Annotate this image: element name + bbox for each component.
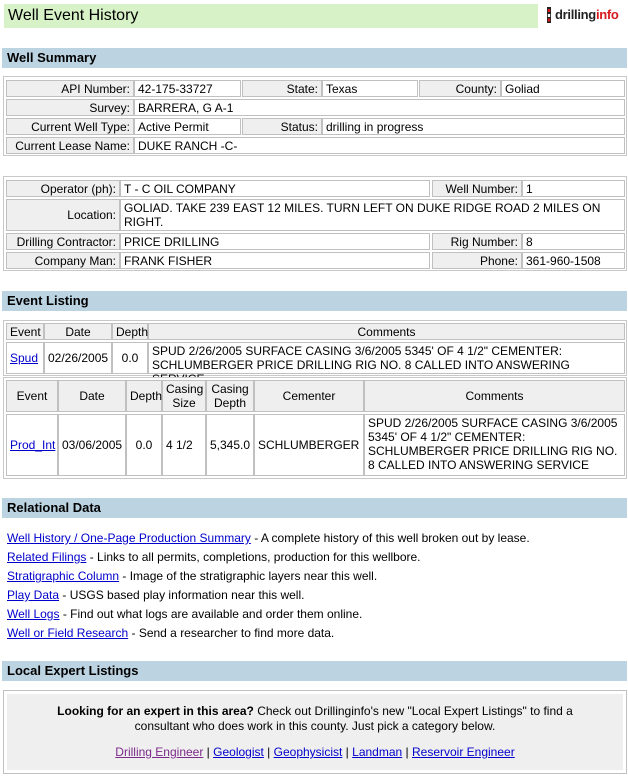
drillinginfo-logo[interactable] [544, 4, 628, 26]
geophysicist-link[interactable]: Geophysicist [273, 745, 343, 759]
api-value: 42-175-33727 [134, 80, 241, 97]
well-logs-link[interactable]: Well Logs [7, 607, 60, 621]
section-header-event-listing: Event Listing [2, 291, 627, 311]
table-cell: SPUD 2/26/2005 SURFACE CASING 3/6/2005 5345' OF 4 1/2" CEMENTER: SCHLUMBERGER PRICE DRILLING RIG NO. 8 CALLED INTO ANSWERING SERVICE [364, 414, 625, 476]
lease-value: DUKE RANCH -C- [134, 137, 625, 154]
event-link-prod-int[interactable]: Prod_Int [10, 438, 56, 452]
rig-number-value: 8 [522, 233, 625, 250]
api-label: API Number: [6, 80, 134, 97]
lease-label: Current Lease Name: [6, 137, 134, 154]
phone-value: 361-960-1508 [522, 252, 625, 269]
table-header: Comments [148, 323, 625, 340]
table-header: Date [44, 323, 112, 340]
company-man-label: Company Man: [6, 252, 120, 269]
table-cell: 5,345.0 [206, 414, 254, 476]
rig-number-label: Rig Number: [432, 233, 522, 250]
landman-link[interactable]: Landman [352, 745, 403, 759]
table-header: Casing Depth [206, 380, 254, 412]
survey-value: BARRERA, G A-1 [134, 99, 625, 116]
table-cell [6, 414, 58, 476]
operator-label: Operator (ph): [6, 180, 120, 197]
status-value: drilling in progress [322, 118, 625, 135]
table-header: Event [6, 380, 58, 412]
title-bar [4, 4, 538, 28]
table-cell: SCHLUMBERGER [254, 414, 364, 476]
table-header: Depth [126, 380, 162, 412]
contractor-label: Drilling Contractor: [6, 233, 120, 250]
related-filings-link[interactable]: Related Filings [7, 550, 87, 564]
operator-panel [3, 176, 627, 271]
list-item: Stratigraphic Column - Image of the stratigraphic layers near this well. [7, 569, 378, 583]
well-type-value: Active Permit [134, 118, 241, 135]
event-table-1 [3, 320, 627, 376]
company-man-value: FRANK FISHER [120, 252, 430, 269]
table-cell: 0.0 [112, 342, 148, 374]
drilling-engineer-link[interactable]: Drilling Engineer [115, 745, 204, 759]
table-header: Date [58, 380, 126, 412]
table-cell: 4 1/2 [162, 414, 206, 476]
location-label: Location: [6, 199, 120, 231]
expert-description: Looking for an expert in this area? Check out Drillinginfo's new "Local Expert Listings" to find a consultant who does work in this county. Just pick a category below. [57, 704, 573, 733]
table-header: Comments [364, 380, 625, 412]
table-header: Event [6, 323, 44, 340]
table-header: Casing Size [162, 380, 206, 412]
survey-label: Survey: [6, 99, 134, 116]
state-value: Texas [322, 80, 418, 97]
field-research-link[interactable]: Well or Field Research [7, 626, 129, 640]
state-label: State: [242, 80, 322, 97]
page-title: Well Event History [8, 7, 139, 24]
well-history-link[interactable]: Well History / One-Page Production Summary [7, 531, 251, 545]
table-header: Cementer [254, 380, 364, 412]
well-number-value: 1 [522, 180, 625, 197]
well-summary-panel [3, 76, 627, 156]
logo-wordmark: drillinginfo [555, 7, 619, 22]
reservoir-engineer-link[interactable]: Reservoir Engineer [411, 745, 515, 759]
section-header-well-summary: Well Summary [2, 48, 627, 68]
well-number-label: Well Number: [432, 180, 522, 197]
table-cell [6, 342, 44, 374]
county-label: County: [419, 80, 501, 97]
table-cell: 0.0 [126, 414, 162, 476]
list-item: Well or Field Research - Send a researcher to find more data. [7, 626, 335, 640]
event-table-2 [3, 377, 627, 479]
section-header-relational-data: Relational Data [2, 498, 627, 518]
status-label: Status: [242, 118, 322, 135]
stratigraphic-column-link[interactable]: Stratigraphic Column [7, 569, 120, 583]
event-link-spud[interactable]: Spud [10, 351, 39, 365]
location-value: GOLIAD. TAKE 239 EAST 12 MILES. TURN LEFT ON DUKE RIDGE ROAD 2 MILES ON RIGHT. [120, 199, 625, 231]
list-item: Play Data - USGS based play information near this well. [7, 588, 305, 602]
list-item: Well Logs - Find out what logs are available and order them online. [7, 607, 363, 621]
geologist-link[interactable]: Geologist [213, 745, 264, 759]
table-header: Depth [112, 323, 148, 340]
derrick-icon [544, 7, 554, 23]
list-item: Related Filings - Links to all permits, completions, production for this wellbore. [7, 550, 421, 564]
expert-listings-panel [3, 690, 627, 774]
expert-category-links: Drilling Engineer | Geologist | Geophysicist | Landman | Reservoir Engineer [115, 745, 515, 759]
table-cell: 03/06/2005 [58, 414, 126, 476]
section-header-local-expert-listings: Local Expert Listings [2, 661, 627, 681]
contractor-value: PRICE DRILLING [120, 233, 430, 250]
play-data-link[interactable]: Play Data [7, 588, 60, 602]
well-type-label: Current Well Type: [6, 118, 134, 135]
operator-value: T - C OIL COMPANY [120, 180, 430, 197]
table-cell: 02/26/2005 [44, 342, 112, 374]
table-cell: SPUD 2/26/2005 SURFACE CASING 3/6/2005 5345' OF 4 1/2" CEMENTER: SCHLUMBERGER PRICE DRILLING RIG NO. 8 CALLED INTO ANSWERING [148, 342, 625, 374]
county-value: Goliad [501, 80, 625, 97]
list-item: Well History / One-Page Production Summary - A complete history of this well broken out by lease. [7, 531, 530, 545]
phone-label: Phone: [432, 252, 522, 269]
